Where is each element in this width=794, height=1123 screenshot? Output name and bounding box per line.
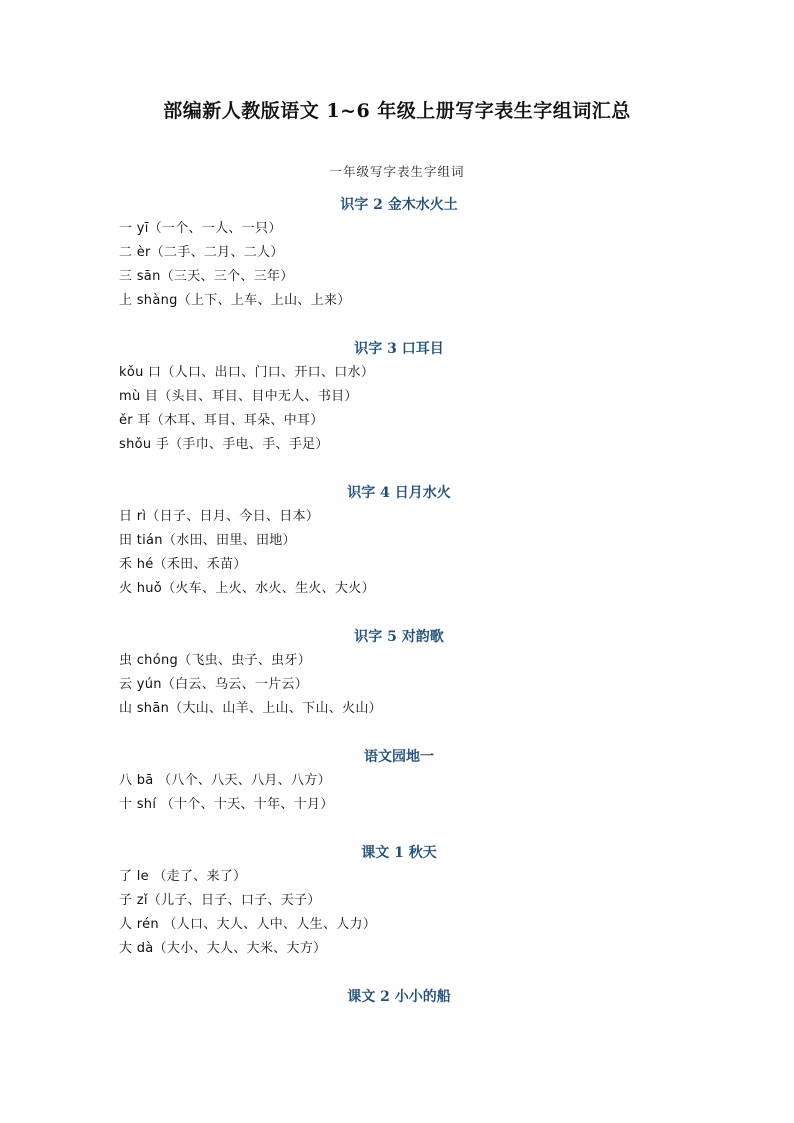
list-item: shǒu 手（手巾、手电、手、手足） bbox=[119, 437, 329, 452]
section-gap bbox=[119, 961, 679, 985]
section-title: 识字 3 口耳目 bbox=[354, 341, 444, 357]
list-item: 二 èr（二手、二月、二人） bbox=[119, 245, 284, 260]
list-item: 三 sān（三天、三个、三年） bbox=[119, 269, 294, 284]
list-item: 日 rì（日子、日月、今日、日本） bbox=[119, 509, 320, 524]
list-item: 山 shān（大山、山羊、上山、下山、火山） bbox=[119, 701, 382, 716]
section-title: 识字 5 对韵歌 bbox=[354, 629, 444, 645]
list-item: 云 yún（白云、乌云、一片云） bbox=[119, 677, 309, 692]
grade-title: 一年级写字表生字组词 bbox=[329, 164, 465, 179]
section-shizi-2 bbox=[119, 193, 679, 337]
section-title: 识字 2 金木水火土 bbox=[340, 197, 458, 213]
section-title: 课文 1 秋天 bbox=[361, 845, 437, 861]
list-item: mù 目（头目、耳目、目中无人、书目） bbox=[119, 389, 358, 404]
list-item: kǒu 口（人口、出口、门口、开口、口水） bbox=[119, 365, 375, 380]
list-item: 子 zǐ（儿子、日子、口子、天子） bbox=[119, 893, 321, 908]
list-item: 十 shí （十个、十天、十年、十月） bbox=[119, 797, 334, 812]
document-title: 部编新人教版语文 1~6 年级上册写字表生字组词汇总 bbox=[163, 100, 631, 122]
section-kewen-2 bbox=[119, 985, 679, 1009]
section-yuwen-yuandi-1 bbox=[119, 745, 679, 841]
section-gap bbox=[119, 457, 679, 481]
list-item: 虫 chóng（飞虫、虫子、虫牙） bbox=[119, 653, 312, 668]
list-item: 田 tián（水田、田里、田地） bbox=[119, 533, 296, 548]
section-gap bbox=[119, 313, 679, 337]
section-title: 课文 2 小小的船 bbox=[347, 989, 451, 1005]
section-gap bbox=[119, 817, 679, 841]
list-item: 禾 hé（禾田、禾苗） bbox=[119, 557, 247, 572]
section-shizi-4 bbox=[119, 481, 679, 625]
section-gap bbox=[119, 601, 679, 625]
list-item: ěr 耳（木耳、耳目、耳朵、中耳） bbox=[119, 413, 324, 428]
list-item: 八 bā （八个、八天、八月、八方） bbox=[119, 773, 331, 788]
list-item: 了 le （走了、来了） bbox=[119, 869, 247, 884]
word-list bbox=[119, 193, 679, 1009]
section-shizi-3 bbox=[119, 337, 679, 481]
section-title: 识字 4 日月水火 bbox=[347, 485, 451, 501]
section-kewen-1 bbox=[119, 841, 679, 985]
list-item: 一 yī（一个、一人、一只） bbox=[119, 221, 282, 236]
list-item: 火 huǒ（火车、上火、水火、生火、大火） bbox=[119, 581, 375, 596]
section-gap bbox=[119, 721, 679, 745]
section-title: 语文园地一 bbox=[364, 749, 434, 765]
list-item: 上 shàng（上下、上车、上山、上来） bbox=[119, 293, 351, 308]
section-shizi-5 bbox=[119, 625, 679, 745]
list-item: 人 rén （人口、大人、人中、人生、人力） bbox=[119, 917, 377, 932]
list-item: 大 dà（大小、大人、大米、大方） bbox=[119, 941, 327, 956]
